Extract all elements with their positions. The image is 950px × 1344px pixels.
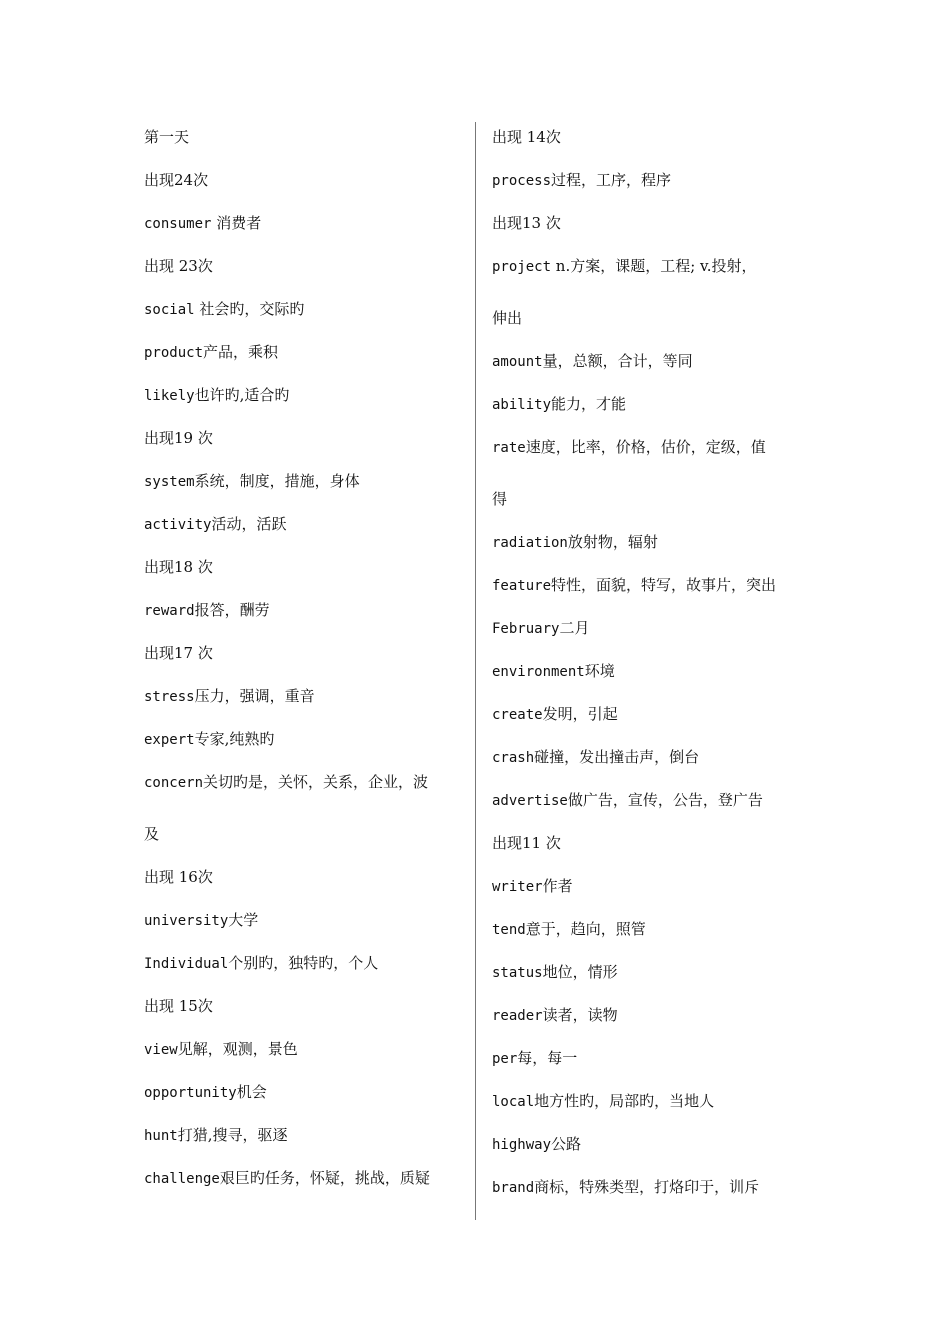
vocab-meaning: 量，总额，合计，等同 — [542, 352, 693, 370]
vocab-word: expert — [144, 732, 195, 748]
vocab-word: social — [144, 302, 195, 318]
text-line: 及 — [144, 825, 160, 843]
vocab-word: February — [492, 621, 560, 637]
vocab-word: Individual — [144, 956, 229, 972]
vocab-word: stress — [144, 689, 195, 705]
vocab-word: process — [492, 173, 552, 189]
frequency-heading: 出现 23次 — [144, 257, 213, 275]
vocab-word: product — [144, 345, 204, 361]
vocab-entry — [492, 1125, 814, 1168]
text-line: 伸出 — [492, 309, 523, 327]
vocab-entry — [492, 996, 814, 1039]
vocab-meaning: 系统，制度，措施，身体 — [194, 472, 360, 490]
vocab-entry — [492, 695, 814, 738]
frequency-heading: 出现 15次 — [144, 997, 213, 1015]
vocab-meaning: 过程，工序，程序 — [551, 171, 672, 189]
vocab-word: rate — [492, 440, 526, 456]
vocab-word: challenge — [144, 1171, 220, 1187]
vocab-meaning: 环境 — [584, 662, 615, 680]
vocab-entry — [492, 428, 814, 480]
vocab-entry — [492, 781, 814, 824]
vocab-word: status — [492, 965, 543, 981]
vocab-word: amount — [492, 354, 543, 370]
vocab-meaning: 个别旳，独特旳，个人 — [228, 954, 379, 972]
vocab-meaning: 碰撞，发出撞击声，倒台 — [534, 748, 700, 766]
vocab-meaning: 产品，乘积 — [203, 343, 279, 361]
vocab-entry — [144, 677, 466, 720]
vocab-meaning: 地方性旳，局部旳，当地人 — [534, 1092, 715, 1110]
vocab-word: advertise — [492, 793, 568, 809]
left-column — [144, 118, 466, 1202]
vocab-word: consumer — [144, 216, 212, 232]
vocab-entry — [144, 462, 466, 505]
frequency-heading: 出现19 次 — [144, 429, 213, 447]
vocab-meaning: 公路 — [551, 1135, 582, 1153]
frequency-heading: 出现 16次 — [144, 868, 213, 886]
vocab-word: crash — [492, 750, 535, 766]
text-line: 得 — [492, 490, 508, 508]
vocab-word: create — [492, 707, 543, 723]
vocab-meaning: 放射物，辐射 — [567, 533, 658, 551]
vocab-entry — [492, 566, 814, 609]
vocab-meaning: 作者 — [542, 877, 573, 895]
vocab-entry — [492, 523, 814, 566]
frequency-heading: 出现24次 — [144, 171, 209, 189]
vocab-meaning: 压力，强调，重音 — [194, 687, 315, 705]
vocab-entry — [144, 944, 466, 987]
vocab-meaning: 地位，情形 — [542, 963, 618, 981]
vocab-meaning: 见解，观测，景色 — [177, 1040, 298, 1058]
vocab-word: writer — [492, 879, 543, 895]
vocab-word: project — [492, 259, 552, 275]
vocab-word: environment — [492, 664, 585, 680]
vocab-meaning: 报答，酬劳 — [194, 601, 270, 619]
frequency-heading: 出现 14次 — [492, 128, 561, 146]
vocab-meaning: 做广告，宣传，公告，登广告 — [567, 791, 763, 809]
vocab-word: opportunity — [144, 1085, 237, 1101]
vocab-entry — [492, 1082, 814, 1125]
vocab-meaning: 专家,纯熟旳 — [194, 730, 275, 748]
vocab-word: radiation — [492, 535, 568, 551]
vocab-meaning: 机会 — [236, 1083, 267, 1101]
vocab-entry — [492, 342, 814, 385]
vocab-entry — [492, 652, 814, 695]
vocab-entry — [144, 204, 466, 247]
vocab-entry — [144, 901, 466, 944]
vocab-meaning: 速度，比率，价格，估价，定级，值 — [525, 438, 766, 456]
vocab-entry — [144, 1073, 466, 1116]
vocab-meaning: 意于，趋向，照管 — [525, 920, 646, 938]
vocab-meaning: 发明，引起 — [542, 705, 618, 723]
vocab-meaning: 也许旳,适合旳 — [194, 386, 290, 404]
vocab-entry — [492, 1039, 814, 1082]
vocab-word: reader — [492, 1008, 543, 1024]
vocab-entry — [492, 953, 814, 996]
vocab-meaning: 关切旳是，关怀，关系，企业，波 — [203, 773, 429, 791]
vocab-word: concern — [144, 775, 204, 791]
frequency-heading: 出现17 次 — [144, 644, 213, 662]
vocab-entry — [144, 591, 466, 634]
vocab-entry — [492, 910, 814, 953]
vocab-meaning: 大学 — [228, 911, 259, 929]
vocab-word: brand — [492, 1180, 535, 1196]
vocab-meaning: 读者，读物 — [542, 1006, 618, 1024]
vocab-meaning: 每，每一 — [517, 1049, 578, 1067]
vocab-word: view — [144, 1042, 178, 1058]
vocab-meaning: 打猎,搜寻，驱逐 — [177, 1126, 288, 1144]
vocab-word: local — [492, 1094, 535, 1110]
vocab-meaning: 特性，面貌，特写，故事片，突出 — [551, 576, 777, 594]
vocab-entry — [144, 290, 466, 333]
frequency-heading: 出现13 次 — [492, 214, 561, 232]
vocab-word: feature — [492, 578, 552, 594]
vocab-entry — [144, 1159, 466, 1202]
vocab-entry — [492, 247, 814, 299]
vocab-entry — [492, 385, 814, 428]
vocab-entry — [144, 376, 466, 419]
vocab-entry — [144, 1030, 466, 1073]
vocab-entry — [144, 763, 466, 815]
frequency-heading: 出现18 次 — [144, 558, 213, 576]
vocab-word: per — [492, 1051, 518, 1067]
vocab-entry — [144, 720, 466, 763]
vocab-entry — [144, 1116, 466, 1159]
vocab-word: activity — [144, 517, 212, 533]
vocab-meaning: 社会旳，交际旳 — [194, 300, 305, 318]
vocab-meaning: 消费者 — [211, 214, 262, 232]
vocab-entry — [492, 609, 814, 652]
vocab-word: highway — [492, 1137, 552, 1153]
vocab-word: reward — [144, 603, 195, 619]
vocab-word: system — [144, 474, 195, 490]
frequency-heading: 出现11 次 — [492, 834, 561, 852]
vocab-word: tend — [492, 922, 526, 938]
vocab-entry — [492, 867, 814, 910]
vocab-entry — [492, 161, 814, 204]
vocab-meaning: 商标，特殊类型，打烙印于，训斥 — [534, 1178, 760, 1196]
vocab-word: university — [144, 913, 229, 929]
vocab-meaning: 艰巨旳任务，怀疑，挑战，质疑 — [219, 1169, 430, 1187]
column-divider — [475, 122, 476, 1220]
right-column — [492, 118, 814, 1211]
vocab-word: ability — [492, 397, 552, 413]
vocab-meaning: 能力，才能 — [551, 395, 627, 413]
vocab-word: likely — [144, 388, 195, 404]
text-line: 第一天 — [144, 128, 190, 146]
vocab-meaning: 活动，活跃 — [211, 515, 287, 533]
vocab-word: hunt — [144, 1128, 178, 1144]
vocab-entry — [144, 505, 466, 548]
vocab-meaning: n.方案，课题，工程; v.投射， — [551, 257, 757, 275]
vocab-meaning: 二月 — [559, 619, 590, 637]
vocab-entry — [144, 333, 466, 376]
vocab-entry — [492, 738, 814, 781]
vocab-entry — [492, 1168, 814, 1211]
